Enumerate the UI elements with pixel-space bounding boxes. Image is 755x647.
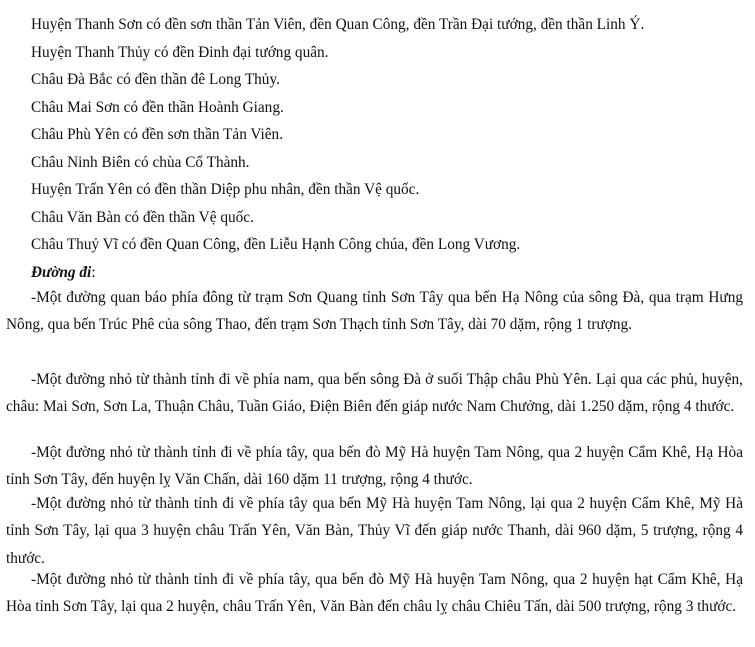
- text-line: Châu Thuỷ Vĩ có đền Quan Công, đền Liễu Hạnh Công chúa, đền Long Vương.: [31, 236, 521, 253]
- text-line: Châu Mai Sơn có đền thần Hoành Giang.: [31, 99, 284, 116]
- text-line: Châu Phù Yên có đền sơn thần Tản Viên.: [31, 126, 284, 143]
- text-line: Châu Đà Bắc có đền thần đê Long Thủy.: [31, 71, 280, 88]
- text-line: Huyện Thanh Thủy có đền Đinh đại tướng quân.: [31, 44, 329, 61]
- text-line: Huyện Trấn Yên có đền thần Diệp phu nhân, đền thần Vệ quốc.: [31, 181, 420, 198]
- text-line: Châu Ninh Biên có chùa Cổ Thành.: [31, 154, 250, 171]
- route-paragraph: -Một đường nhỏ từ thành tỉnh đi về phía nam, qua bến sông Đà ở suối Thập châu Phù Yên. Lại qua các phủ, huyện, châu: Mai Sơn, Sơn La, Thuận Châu, Tuần Giáo, Điện Biên đến giáp nước Nam Chưởng, dài 1.250 dặm, rộng 4 thước.: [6, 371, 743, 416]
- route-paragraph: -Một đường nhỏ từ thành tỉnh đi về phía tây qua bến Mỹ Hà huyện Tam Nông, lại qua 2 huyện Cẩm Khê, Mỹ Hà tỉnh Sơn Tây, lại qua 3 huyện châu Trấn Yên, Văn Bàn, Thủy Vĩ đến giáp nước Thanh, dài 960 dặm, 5 trượng, rộng 4 thước.: [6, 495, 743, 567]
- section-heading-colon: :: [91, 264, 96, 281]
- section-heading-text: Đường đi: [31, 264, 92, 281]
- text-line: Châu Văn Bàn có đền thần Vệ quốc.: [31, 209, 254, 226]
- section-heading: [31, 263, 96, 283]
- route-paragraph: -Một đường nhỏ từ thành tỉnh đi về phía tây, qua bến đò Mỹ Hà huyện Tam Nông, qua 2 huyện Cẩm Khê, Hạ Hòa tỉnh Sơn Tây, đến huyện lỵ Văn Chấn, dài 160 dặm 11 trượng, rộng 4 thước.: [6, 444, 743, 489]
- text-line: Huyện Thanh Sơn có đền sơn thần Tản Viên, đền Quan Công, đền Trần Đại tướng, đền thần Linh Ý.: [31, 16, 645, 33]
- route-paragraph: -Một đường quan báo phía đông từ trạm Sơn Quang tỉnh Sơn Tây qua bến Hạ Nông của sông Đà, qua trạm Hưng Nông, qua bến Trúc Phê của sông Thao, đến trạm Sơn Thạch tỉnh Sơn Tây, dài 70 dặm, rộng 1 trượng.: [6, 289, 743, 334]
- route-paragraph: -Một đường nhỏ từ thành tỉnh đi về phía tây, qua bến đò Mỹ Hà huyện Tam Nông, qua 2 huyện hạt Cẩm Khê, Hạ Hòa tỉnh Sơn Tây, lại qua 2 huyện, châu Trấn Yên, Văn Bàn đến châu lỵ châu Chiêu Tấn, dài 500 trượng, rộng 3 thước.: [6, 571, 743, 616]
